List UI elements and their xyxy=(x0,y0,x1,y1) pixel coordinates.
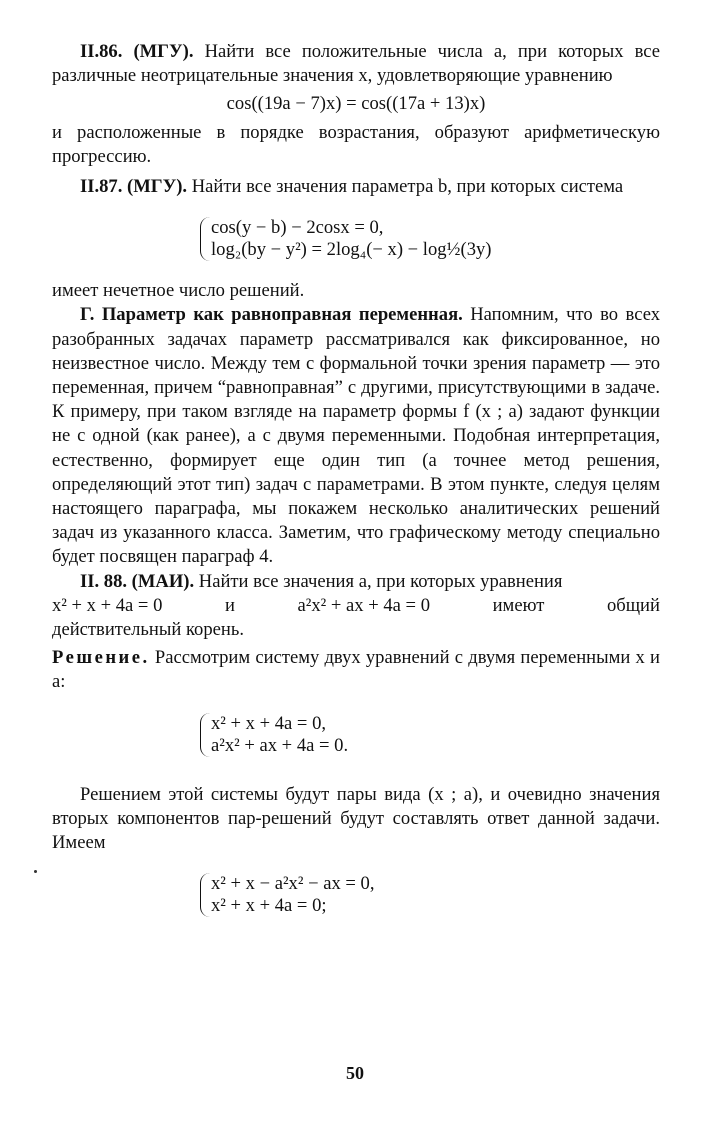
problem-88-eq2: a²x² + ax + 4a = 0 xyxy=(297,594,430,616)
solution-text: Рассмотрим систему двух уравнений с двумя переменными x и a: xyxy=(52,647,660,693)
solution-text-2: Решением этой системы будут пары вида (x ; a), и очевидно значения вторых компонентов пар-решений будут составлять ответ данной задачи. Имеем xyxy=(52,783,660,854)
solution-system-2-line-1: x² + x − a²x² − ax = 0, xyxy=(211,873,375,895)
problem-86-equation: cos((19a − 7)x) = cos((17a + 13)x) xyxy=(226,93,486,115)
problem-88-text: Найти все значения a, при которых уравнения xyxy=(194,570,563,592)
solution-system-2 xyxy=(200,873,375,917)
solution-system-1-line-2: a²x² + ax + 4a = 0. xyxy=(211,734,349,756)
section-g-text: Напомним, что во всех разобранных задачах параметр рассматривался как фиксированное, но неизвестное число. Между тем с формальной точки зрения параметр — это переменная, причем “равноправная” с другими, присутствующими в задаче. К примеру, при таком взгляде на параметр формы f (x ; a) задают функции не с одной (как ранее), а с двумя переменными. Подобная интерпретация, естественно, формирует еще один тип (а точнее метод решения, определяющий этот тип) задач с параметрами. В этом пункте, следуя целям настоящего параграфа, мы покажем несколько аналитических решений задач из указанного класса. Заметим, что графическому методу специально будет посвящен параграф 4. xyxy=(52,304,660,568)
problem-87-label: II.87. (МГУ). xyxy=(80,176,188,198)
system-line-2: log₂(by − y²) = 2log₄(− x) − log½(3y) xyxy=(211,239,492,261)
problem-88-verb: имеют xyxy=(492,594,545,616)
problem-87-system xyxy=(200,217,491,261)
problem-88-text-after: действительный корень. xyxy=(52,619,244,641)
solution-label: Решение. xyxy=(52,647,150,669)
section-g xyxy=(52,303,660,569)
problem-88-adj: общий xyxy=(606,594,660,616)
problem-86-text: Найти все положительные числа a, при которых все различные неотрицательные значения x, удовлетворяющие уравнению xyxy=(52,41,660,87)
margin-dot xyxy=(34,870,37,873)
problem-88-label: II. 88. (МАИ). xyxy=(80,570,195,592)
problem-86-text-after: и расположенные в порядке возрастания, образуют арифметическую прогрессию. xyxy=(52,121,660,167)
problem-86-label: II.86. (МГУ). xyxy=(80,41,194,62)
problem-87 xyxy=(52,175,660,199)
problem-88-eq1: x² + x + 4a = 0 xyxy=(52,594,163,616)
problem-88-conj: и xyxy=(224,594,235,616)
problem-87-text: Найти все значения параметра b, при которых система xyxy=(187,176,624,198)
solution-system-2-line-2: x² + x + 4a = 0; xyxy=(211,895,327,917)
solution-system-1 xyxy=(200,713,348,757)
section-g-heading: Г. Параметр как равноправная переменная. xyxy=(80,304,463,326)
problem-87-text-after: имеет нечетное число решений. xyxy=(52,280,305,302)
page-content xyxy=(52,40,660,929)
problem-86 xyxy=(52,40,660,88)
system-line-1: cos(y − b) − 2cosx = 0, xyxy=(211,217,384,239)
problem-88-equations-line xyxy=(52,594,660,618)
page-number: 50 xyxy=(346,1063,364,1083)
solution xyxy=(52,646,660,694)
solution-system-1-line-1: x² + x + 4a = 0, xyxy=(211,712,327,734)
problem-88 xyxy=(52,570,660,594)
